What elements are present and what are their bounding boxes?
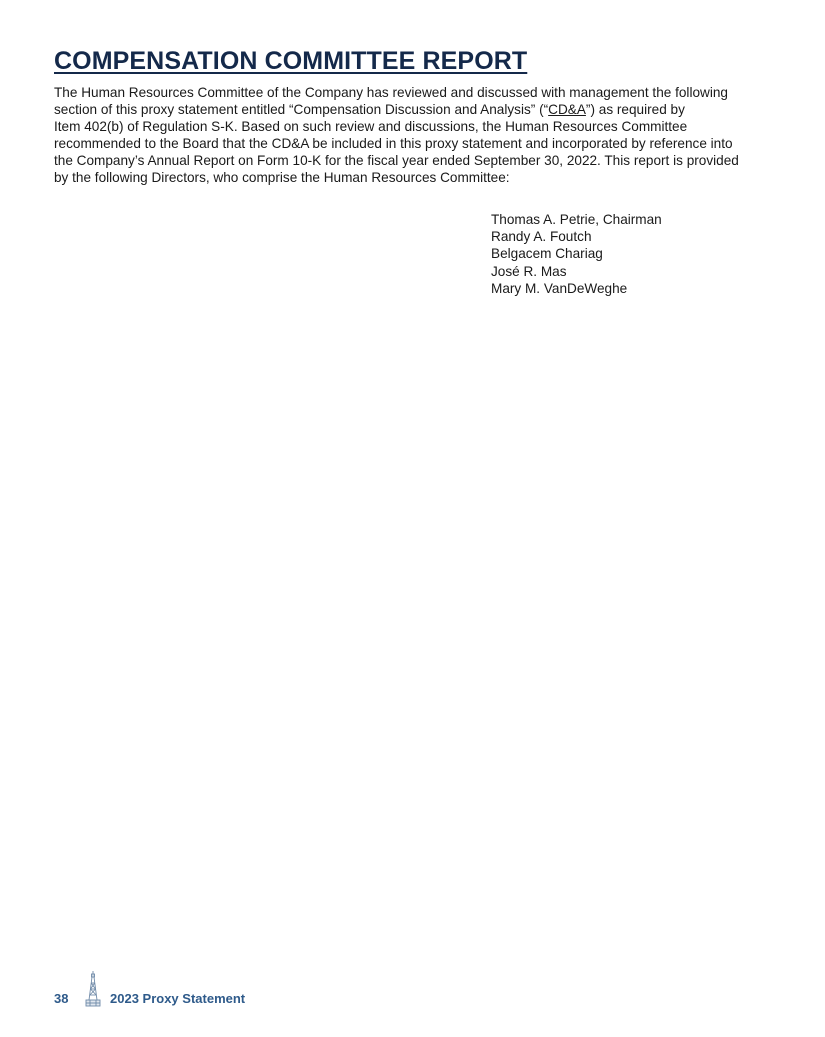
paragraph-line-2 [54,101,774,118]
page-footer [54,968,245,1008]
paragraph-line-5: the Company’s Annual Report on Form 10-K for the fiscal year ended September 30, 2022. This report is provided [54,153,739,168]
page-title: COMPENSATION COMMITTEE REPORT [54,47,528,75]
signatory-name: José R. Mas [491,263,567,279]
paragraph-line-1: The Human Resources Committee of the Company has reviewed and discussed with management the following [54,85,728,100]
signatory-name: Belgacem Chariag [491,246,603,262]
paragraph-line-3: Item 402(b) of Regulation S-K. Based on such review and discussions, the Human Resources Committee [54,119,688,134]
report-paragraph [54,84,774,186]
footer-title: 2023 Proxy Statement [110,991,246,1006]
signatory-name: Randy A. Foutch [491,229,592,245]
paragraph-line-4: recommended to the Board that the CD&A be included in this proxy statement and incorporated by reference into [54,136,733,151]
paragraph-line-2-after: ”) as required by [585,102,685,117]
signatory-list [491,211,662,297]
paragraph-line-6: by the following Directors, who comprise the Human Resources Committee: [54,170,510,185]
signatory-name: Thomas A. Petrie, Chairman [491,212,662,227]
signatory-name: Mary M. VanDeWeghe [491,280,628,296]
cda-link[interactable]: CD&A [548,102,586,117]
paragraph-line-2-before: section of this proxy statement entitled “Compensation Discussion and Analysis” (“ [54,102,549,117]
drilling-rig-logo-icon [82,970,104,1008]
page-number: 38 [54,991,69,1006]
